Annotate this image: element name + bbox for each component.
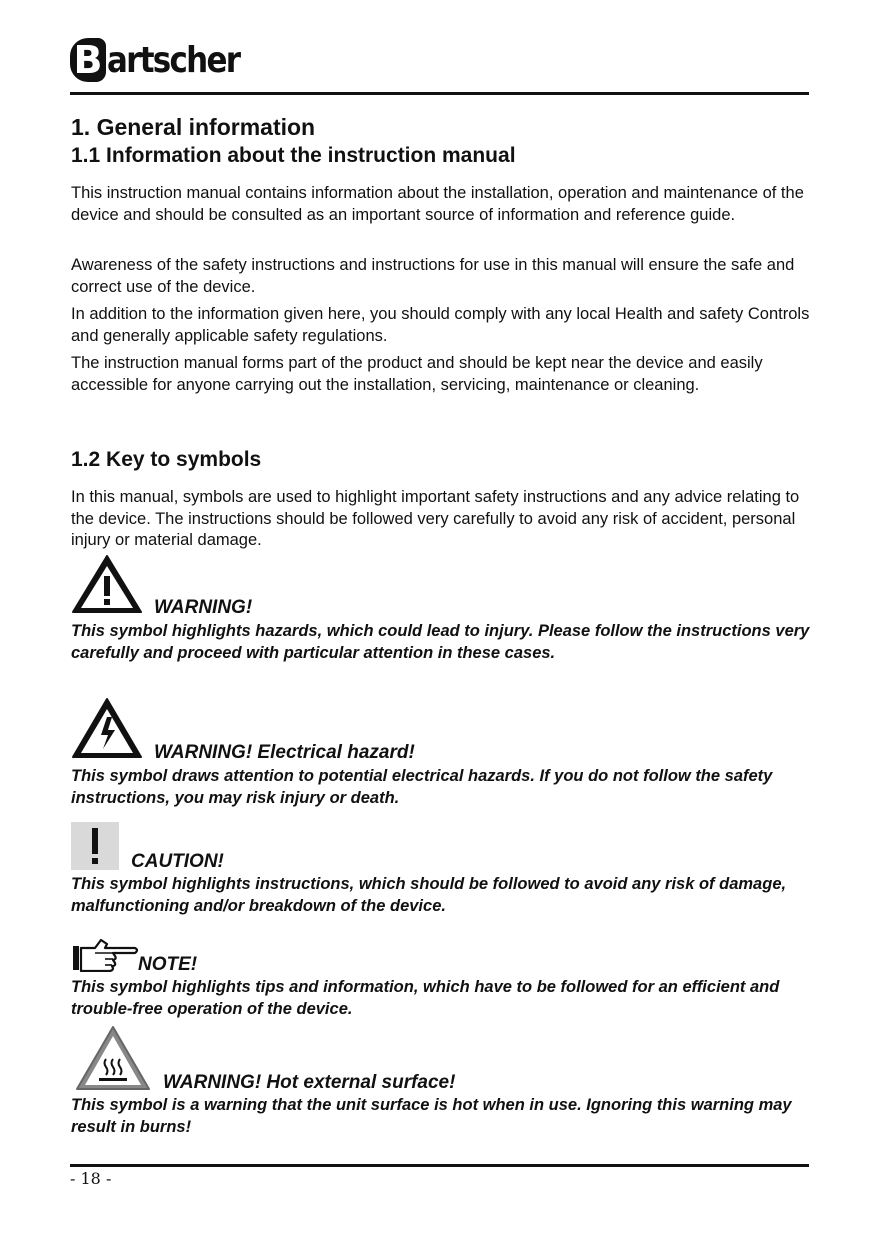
symbol-entry-caution xyxy=(71,822,811,922)
caution-exclamation-icon xyxy=(71,822,119,870)
header-divider xyxy=(70,92,809,95)
symbol-entry-note xyxy=(71,936,811,1026)
subsection-title-symbols: 1.2 Key to symbols xyxy=(71,448,262,471)
section-title: 1. General information xyxy=(71,114,316,140)
brand-logo xyxy=(70,34,261,86)
warning-triangle-icon xyxy=(71,554,143,614)
symbol-description-electrical: This symbol draws attention to potential electrical hazards. If you do not follow the safety instructions, you may risk injury or death. xyxy=(71,767,773,807)
symbol-description-warning: This symbol highlights hazards, which could lead to injury. Please follow the instructions very carefully and proceed with particular attention in these cases. xyxy=(71,622,810,662)
hot-surface-icon xyxy=(75,1025,151,1091)
subsection-title-manual-info: 1.1 Information about the instruction manual xyxy=(71,144,516,167)
symbol-description-note: This symbol highlights tips and information, which have to be followed for an efficient and trouble-free operation of the device. xyxy=(71,978,780,1018)
symbol-description-caution: This symbol highlights instructions, which should be followed to avoid any risk of damage, malfunctioning and/or breakdown of the device. xyxy=(71,875,787,915)
paragraph-symbols-intro: In this manual, symbols are used to highlight important safety instructions and any advice relating to the device. The instructions should be followed very carefully to avoid any risk of accident, personal injury or material damage. xyxy=(71,488,800,549)
symbol-title-warning: WARNING! xyxy=(154,597,253,618)
paragraph-safety-awareness: Awareness of the safety instructions and instructions for use in this manual will ensure the safe and correct use of the device. xyxy=(71,256,795,296)
symbol-entry-warning xyxy=(71,554,811,684)
logo-wordmark: artscher xyxy=(107,39,240,81)
footer-divider xyxy=(70,1164,809,1167)
symbol-description-hot-surface: This symbol is a warning that the unit surface is hot when in use. Ignoring this warning may result in burns! xyxy=(71,1096,792,1136)
page-number: - 18 - xyxy=(70,1169,112,1188)
paragraph-manual-storage: The instruction manual forms part of the product and should be kept near the device and easily accessible for anyone carrying out the installation, servicing, maintenance or cleaning. xyxy=(71,354,763,394)
symbol-title-note: NOTE! xyxy=(138,954,198,975)
logo-initial: B xyxy=(70,38,106,82)
symbol-entry-electrical xyxy=(71,697,811,817)
symbol-title-caution: CAUTION! xyxy=(131,851,224,872)
paragraph-manual-purpose: This instruction manual contains information about the installation, operation and maintenance of the device and should be consulted as an important source of information and reference guide. xyxy=(71,184,804,224)
symbol-title-hot-surface: WARNING! Hot external surface! xyxy=(163,1072,456,1093)
symbol-title-electrical: WARNING! Electrical hazard! xyxy=(154,742,415,763)
symbol-entry-hot-surface xyxy=(71,1025,811,1143)
pointing-hand-icon xyxy=(71,936,141,972)
paragraph-local-regulations: In addition to the information given here, you should comply with any local Health and safety Controls and generally applicable safety regulations. xyxy=(71,305,810,345)
electrical-hazard-icon xyxy=(71,697,143,759)
